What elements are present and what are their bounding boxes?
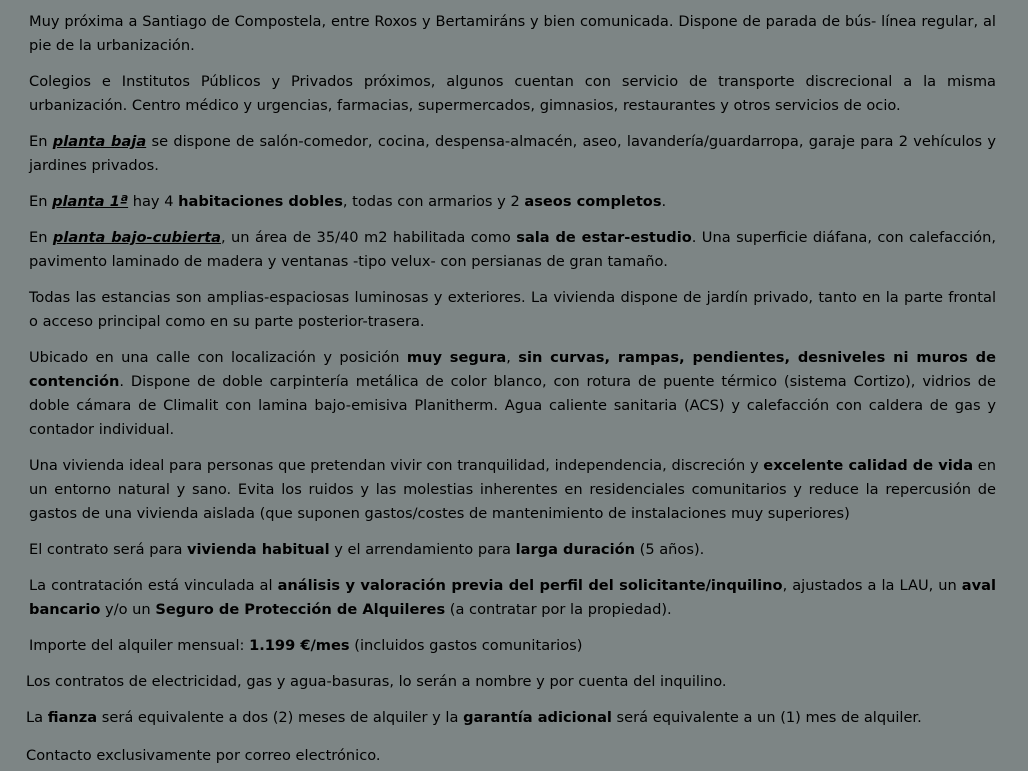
paragraph-utilities: Los contratos de electricidad, gas y agua-basuras, lo serán a nombre y por cuenta del inquilino. [26, 673, 727, 690]
bold-text: aseos completos [524, 193, 662, 210]
text-segment: . Dispone de doble carpintería metálica de color blanco, con rotura de puente térmico (sistema Cortizo), vidrios de doble cámara de Climalit con lamina bajo-emisiva Planitherm. Agua caliente sanitaria (ACS) y calefacción con caldera de gas y contador individual. [29, 373, 996, 438]
text-segment: y/o un [100, 601, 156, 618]
paragraph-ideal-home [29, 454, 996, 526]
text-segment: El contrato será para [29, 541, 188, 558]
text-segment: (incluidos gastos comunitarios) [349, 637, 583, 654]
bold-text: sin curvas, rampas, pendientes, desniveles ni muros de contención [29, 349, 996, 390]
text-segment: , un área de 35/40 m2 habilitada como [221, 229, 517, 246]
bold-text: aval bancario [29, 577, 996, 618]
text-segment: y el arrendamiento para [329, 541, 516, 558]
paragraph-street-carpentry [29, 346, 996, 442]
text-segment: Importe del alquiler mensual: [29, 637, 250, 654]
rent-amount: 1.199 €/mes [249, 637, 350, 654]
text-segment: La [26, 709, 48, 726]
paragraph-requirements [29, 574, 996, 622]
bold-text: vivienda habitual [187, 541, 330, 558]
text-segment: En [29, 193, 53, 210]
text-segment: , ajustados a la LAU, un [782, 577, 962, 594]
paragraph-rooms: Todas las estancias son amplias-espaciosas luminosas y exteriores. La vivienda dispone de jardín privado, tanto en la parte frontal o acceso principal como en su parte posterior-trasera. [29, 289, 996, 330]
bold-text: Seguro de Protección de Alquileres [155, 601, 446, 618]
first-floor-label: planta 1ª [52, 193, 129, 210]
bold-text: larga duración [515, 541, 635, 558]
text-segment: , [506, 349, 519, 366]
attic-floor-label: planta bajo-cubierta [52, 229, 222, 246]
text-segment: hay 4 [128, 193, 179, 210]
paragraph-rent-price [29, 634, 996, 658]
paragraph-ground-floor [29, 130, 996, 178]
paragraph-contract [29, 538, 996, 562]
text-segment: (5 años). [634, 541, 705, 558]
paragraph-location: Muy próxima a Santiago de Compostela, entre Roxos y Bertamiráns y bien comunicada. Dispone de parada de bús- línea regular, al pie de la urbanización. [29, 13, 996, 54]
bold-text: fianza [47, 709, 98, 726]
bold-text: muy segura [406, 349, 507, 366]
text-segment: será equivalente a un (1) mes de alquiler. [611, 709, 922, 726]
bold-text: habitaciones dobles [178, 193, 343, 210]
bold-text: análisis y valoración previa del perfil del solicitante/inquilino [277, 577, 783, 594]
bold-text: excelente calidad de vida [763, 457, 974, 474]
bold-text: sala de estar-estudio [516, 229, 692, 246]
text-segment: (a contratar por la propiedad). [445, 601, 672, 618]
text-segment: , todas con armarios y 2 [342, 193, 525, 210]
paragraph-first-floor [29, 190, 996, 214]
text-segment: En [29, 133, 53, 150]
contact-note: Contacto exclusivamente por correo electrónico. [26, 747, 381, 764]
text-segment: En [29, 229, 53, 246]
text-segment: en un entorno natural y sano. Evita los ruidos y las molestias inherentes en residenciales comunitarios y reduce la repercusión de gastos de una vivienda aislada (que suponen gastos/costes de mantenimiento de instalaciones muy superiores) [29, 457, 996, 522]
text-segment: se dispone de salón-comedor, cocina, despensa-almacén, aseo, lavandería/guardarropa, garaje para 2 vehículos y jardines privados. [29, 133, 997, 174]
bold-text: garantía adicional [463, 709, 612, 726]
text-segment: La contratación está vinculada al [29, 577, 278, 594]
paragraph-deposit [26, 706, 996, 730]
text-segment: . [661, 193, 667, 210]
text-segment: . Una superficie diáfana, con calefacción, pavimento laminado de madera y ventanas -tipo velux- con persianas de gran tamaño. [29, 229, 996, 270]
text-segment: Una vivienda ideal para personas que pretendan vivir con tranquilidad, independencia, discreción y [29, 457, 764, 474]
ground-floor-label: planta baja [52, 133, 147, 150]
text-segment: será equivalente a dos (2) meses de alquiler y la [97, 709, 464, 726]
text-segment: Ubicado en una calle con localización y posición [29, 349, 407, 366]
paragraph-schools-services: Colegios e Institutos Públicos y Privados próximos, algunos cuentan con servicio de transporte discrecional a la misma urbanización. Centro médico y urgencias, farmacias, supermercados, gimnasios, restaurantes y otros servicios de ocio. [29, 73, 996, 114]
paragraph-attic-floor [29, 226, 996, 274]
